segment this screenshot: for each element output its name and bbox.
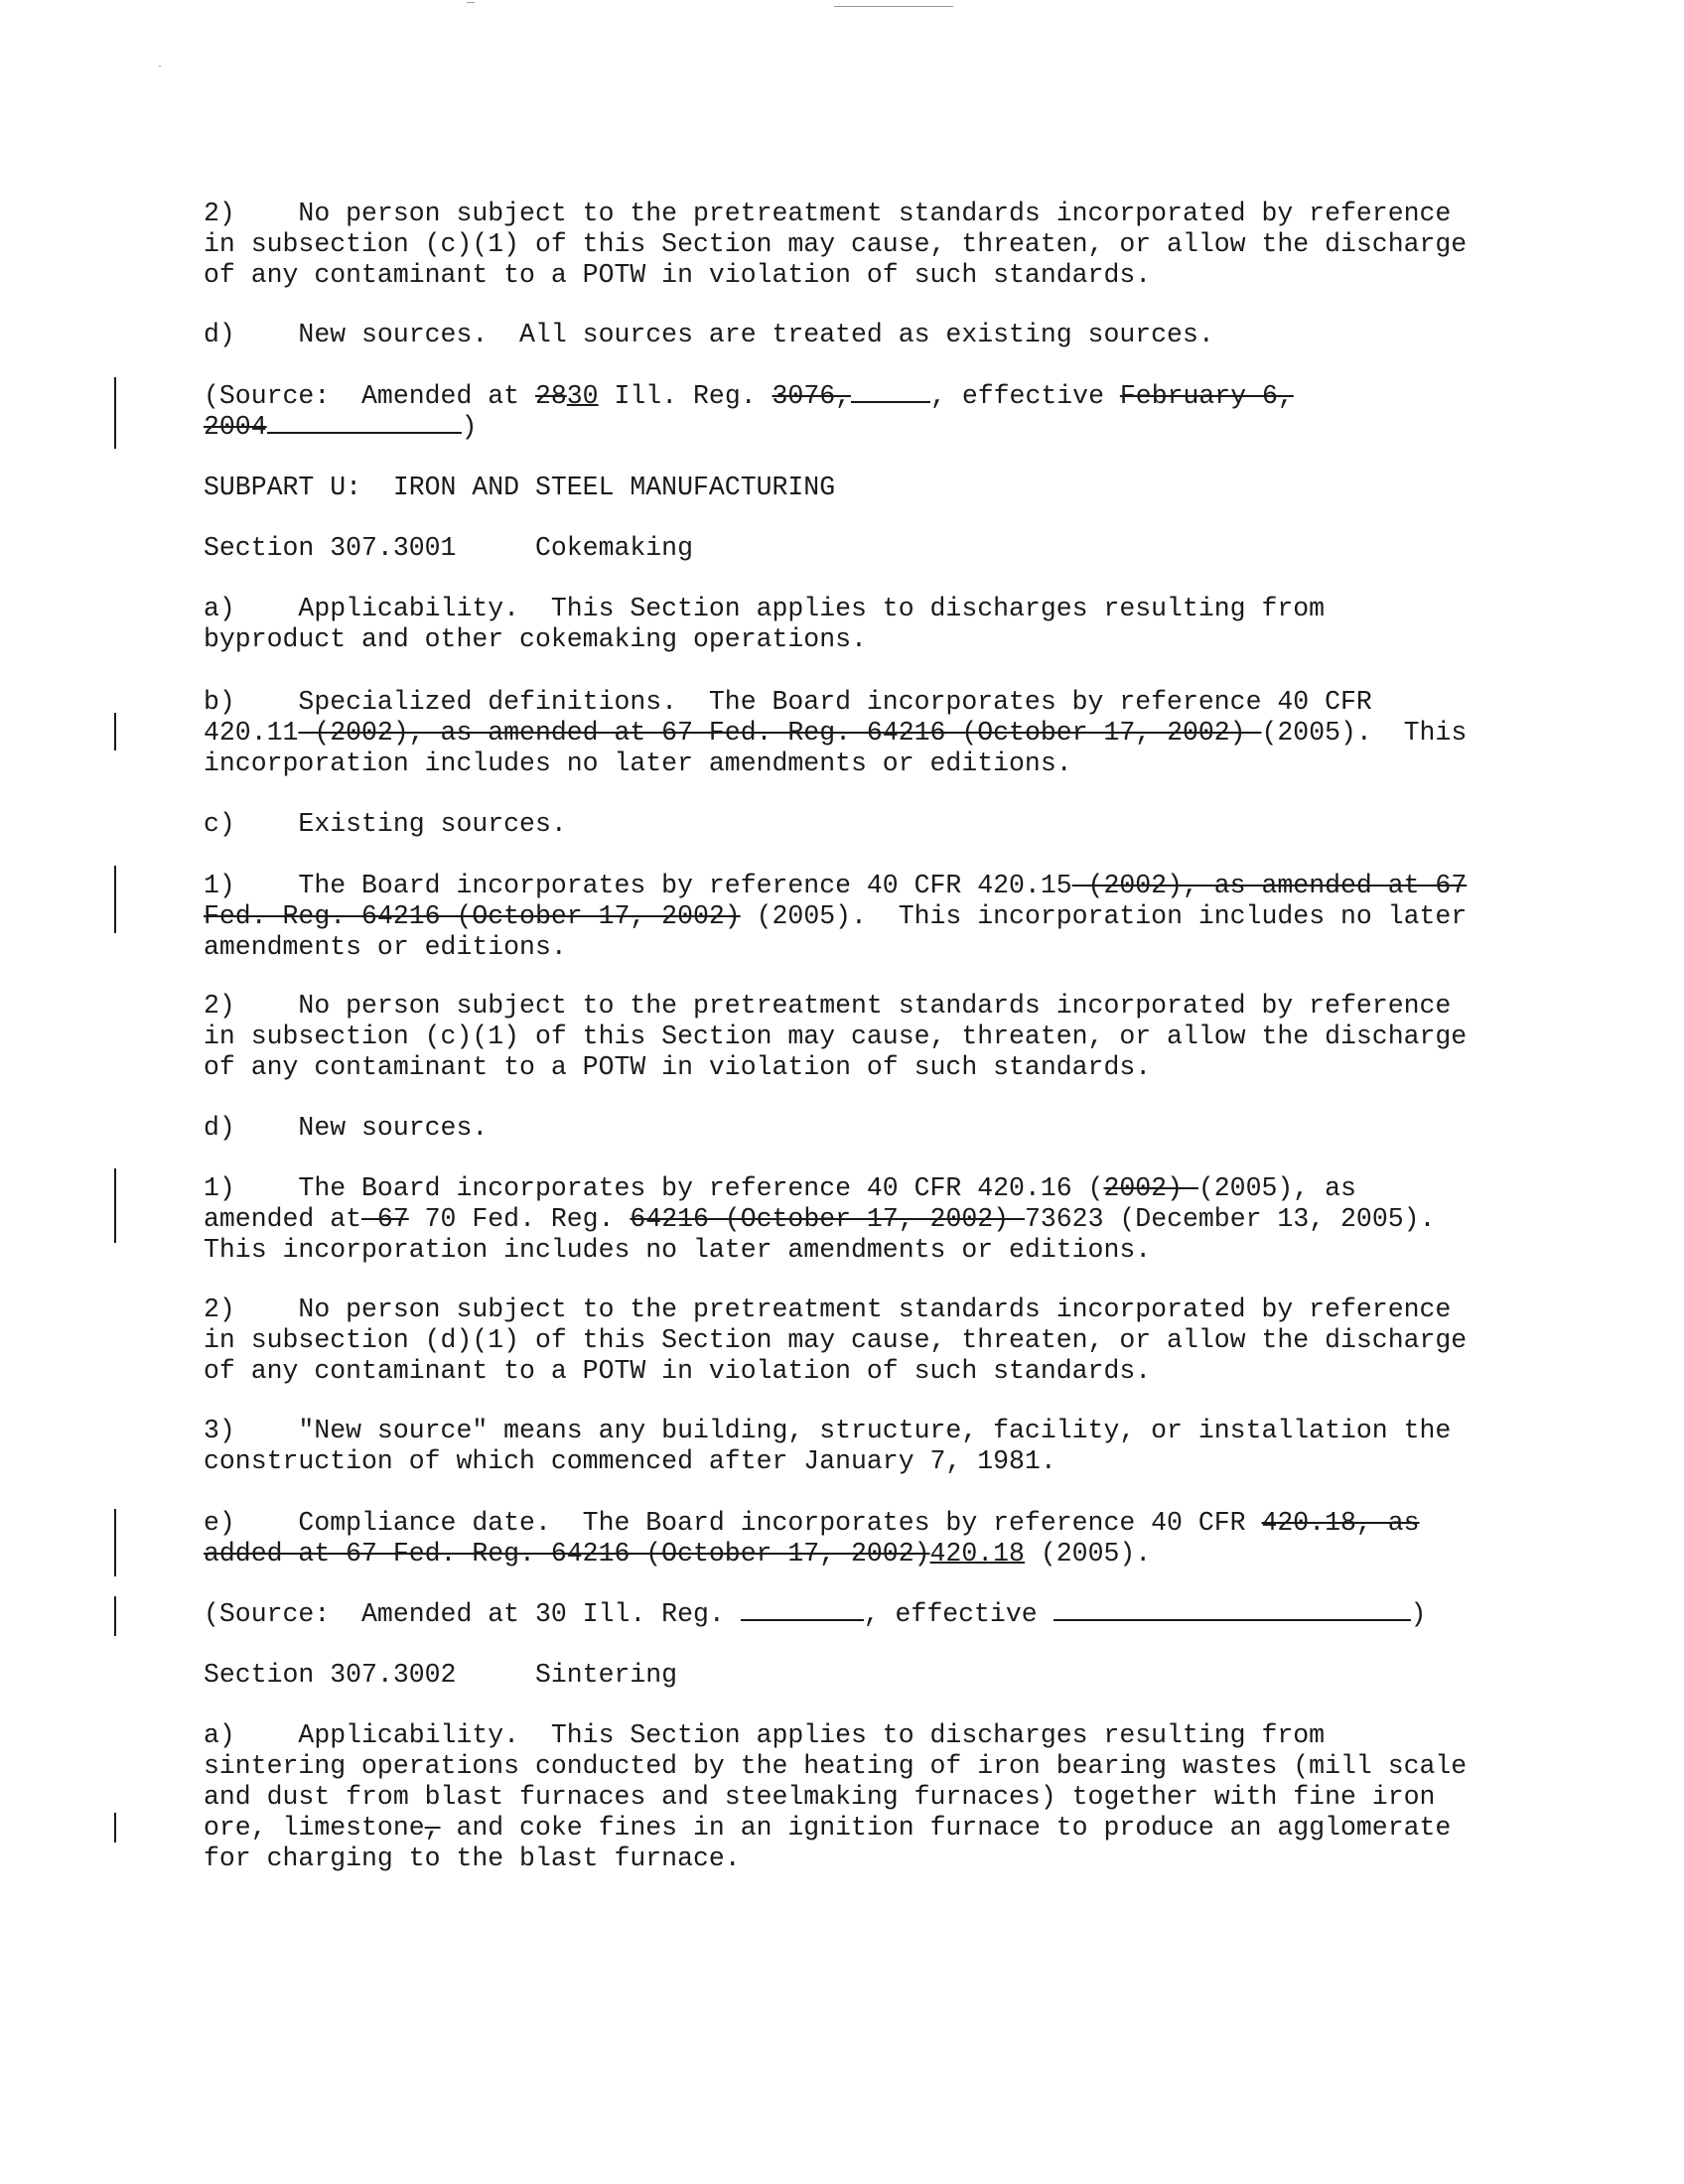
blank-line	[267, 412, 462, 434]
revision-bar	[114, 1168, 116, 1243]
deleted-text: 64216 (October 17, 2002)	[630, 1204, 1025, 1234]
paragraph-existing-sources: c) Existing sources.	[204, 809, 567, 839]
deleted-text: 2004	[204, 412, 267, 442]
subpart-heading: SUBPART U: IRON AND STEEL MANUFACTURING	[204, 473, 836, 502]
revision-bar	[114, 713, 116, 751]
deleted-text: 2002)	[1103, 1173, 1198, 1203]
paragraph-d1: 1) The Board incorporates by reference 40 CFR 420.16 (2002) (2005), as amended at 67 70 Fed. Reg. 64216 (October 17, 2002) 73623 (December 13, 2005). This incorporation includes no later amendments or editions.	[204, 1173, 1436, 1265]
deleted-text: 420.18, as added at 67 Fed. Reg. 64216 (October 17, 2002)	[204, 1508, 1420, 1569]
blank-line	[851, 381, 930, 403]
revision-bar	[114, 1509, 116, 1576]
blank-line	[741, 1599, 864, 1621]
section-heading-307-3002: Section 307.3002 Sintering	[204, 1660, 678, 1690]
deleted-text: ,	[424, 1813, 441, 1843]
scan-mark	[834, 6, 953, 7]
section-heading-307-3001: Section 307.3001 Cokemaking	[204, 533, 693, 563]
paragraph-d2: 2) No person subject to the pretreatment standards incorporated by reference in subsection (d)(1) of this Section may cause, threaten, or allow the discharge of any contaminant to a POTW in violation of such standards.	[204, 1295, 1468, 1386]
deleted-text: 67	[361, 1204, 409, 1234]
revision-bar	[114, 1813, 116, 1843]
revision-bar	[114, 866, 116, 933]
source-note-1: (Source: Amended at 2830 Ill. Reg. 3076, , effective February 6, 2004 )	[204, 381, 1294, 442]
paragraph-d3: 3) "New source" means any building, structure, facility, or installation the construction of which commenced after January 7, 1981.	[204, 1416, 1452, 1476]
inserted-text: 420.18	[929, 1539, 1025, 1569]
deleted-text: February 6,	[1119, 381, 1294, 411]
blank-line	[1053, 1599, 1411, 1621]
paragraph-c1: 1) The Board incorporates by reference 40 CFR 420.15 (2002), as amended at 67 Fed. Reg. 64216 (October 17, 2002) (2005). This incorporation includes no later amendments or editions.	[204, 871, 1468, 962]
deleted-text: 28	[534, 381, 567, 411]
inserted-text: 30	[566, 381, 599, 411]
paragraph-definitions: b) Specialized definitions. The Board incorporates by reference 40 CFR 420.11 (2002), as amended at 67 Fed. Reg. 64216 (October 17, 2002) (2005). This incorporation includes no later amendments or editions.	[204, 687, 1468, 778]
scan-mark	[467, 2, 475, 3]
source-note-2: (Source: Amended at 30 Ill. Reg. , effective )	[204, 1599, 1427, 1629]
paragraph-c2: 2) No person subject to the pretreatment standards incorporated by reference in subsection (c)(1) of this Section may cause, threaten, or allow the discharge of any contaminant to a POTW in violation of such standards.	[204, 199, 1468, 290]
scan-mark	[159, 66, 161, 67]
deleted-text: (2002), as amended at 67 Fed. Reg. 64216 (October 17, 2002)	[204, 871, 1468, 931]
paragraph-compliance-date: e) Compliance date. The Board incorporates by reference 40 CFR 420.18, as added at 67 Fed. Reg. 64216 (October 17, 2002)420.18 (2005).	[204, 1508, 1420, 1569]
deleted-text: 3076,	[772, 381, 852, 411]
revision-bar	[114, 377, 116, 449]
paragraph-new-sources: d) New sources.	[204, 1113, 489, 1143]
paragraph-d: d) New sources. All sources are treated as existing sources.	[204, 320, 1214, 349]
paragraph-sintering-applicability: a) Applicability. This Section applies to discharges resulting from sintering operations conducted by the heating of iron bearing wastes (mill scale and dust from blast furnaces and steelmaking furnaces) together with fine iron ore, limestone, and coke fines in an ignition furnace to produce an agglomerate for charging to the blast furnace.	[204, 1720, 1468, 1873]
paragraph-c2-second: 2) No person subject to the pretreatment standards incorporated by reference in subsection (c)(1) of this Section may cause, threaten, or allow the discharge of any contaminant to a POTW in violation of such standards.	[204, 991, 1468, 1082]
deleted-text: (2002), as amended at 67 Fed. Reg. 64216 (October 17, 2002)	[298, 718, 1262, 748]
revision-bar	[114, 1596, 116, 1636]
paragraph-applicability: a) Applicability. This Section applies to discharges resulting from byproduct and other cokemaking operations.	[204, 594, 1326, 654]
